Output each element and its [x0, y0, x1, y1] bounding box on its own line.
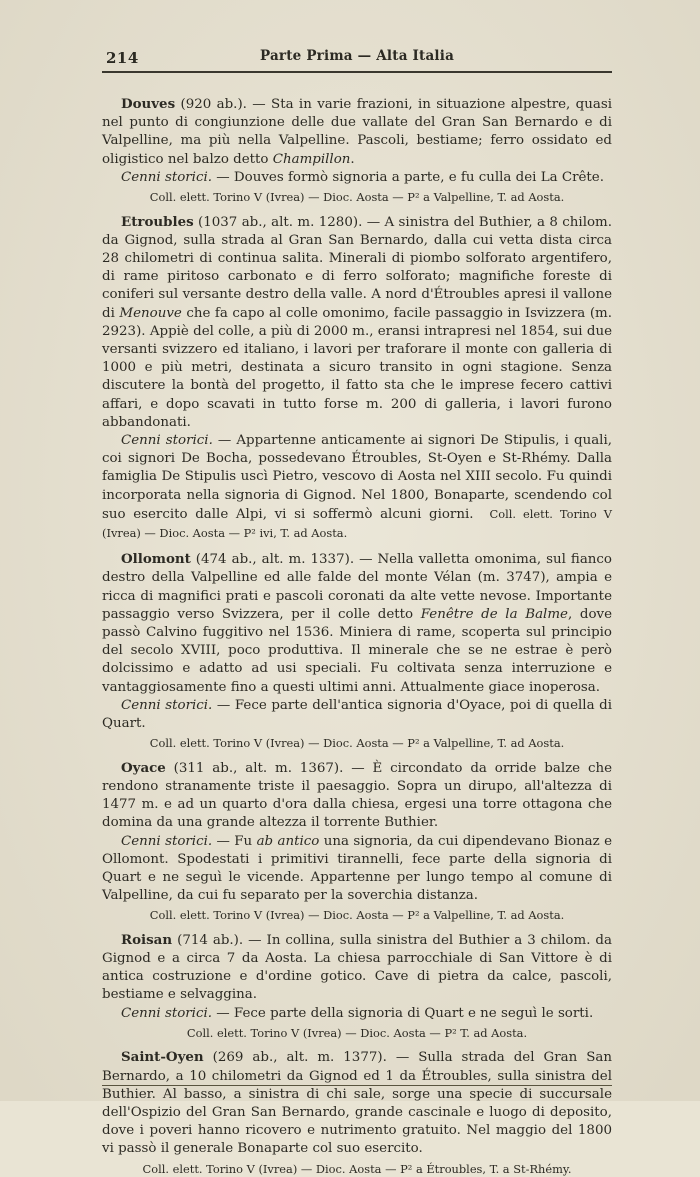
text-segment: Cenni storici. [121, 169, 212, 185]
text-segment: Cenni storici. [121, 1005, 212, 1021]
text-segment: Cenni storici. [121, 432, 213, 448]
text-segment: Champillon [272, 151, 351, 167]
entry-name: Etroubles [121, 213, 194, 230]
entry-roisan [102, 931, 612, 1042]
entry-paragraph [102, 213, 612, 432]
entry-etroubles [102, 213, 612, 544]
entry-paragraph [102, 95, 612, 169]
cenni-storici-paragraph [102, 1005, 612, 1023]
running-title: Parte Prima — Alta Italia [259, 48, 455, 64]
text-segment: Menouve [119, 305, 182, 321]
electoral-info-line [102, 189, 612, 206]
text-segment: Fenêtre de la Balme [420, 606, 568, 622]
text-segment: Cenni storici. [121, 697, 213, 713]
text-segment: Coll. elett. Torino V (Ivrea) — Dioc. Aosta — P² a Valpelline, T. ad Aosta. [149, 736, 565, 751]
entry-name: Oyace [121, 759, 166, 776]
text-segment: ab antico [256, 833, 320, 849]
header-rule [102, 71, 612, 73]
text-segment: Coll. elett. Torino V (Ivrea) — Dioc. Aosta — P² a Étroubles, T. a St-Rhémy. [142, 1161, 572, 1176]
text-segment: — Douves formò signoria a parte, e fu culla dei La Crête. [212, 169, 604, 185]
electoral-info-line [102, 907, 612, 924]
text-segment: una signoria, da cui dipendevano Bionaz e Ollomont. Spodestati i primitivi tirannelli, fece parte della signoria di Quart e ne seguì le vicende. Appartenne per lungo tempo al comune di Valpelline, da cui fu separato per la soverchia distanza. [102, 833, 612, 904]
text-segment: Coll. elett. Torino V (Ivrea) — Dioc. Aosta — P² T. ad Aosta. [186, 1025, 528, 1040]
text-segment: Cenni storici. [121, 833, 213, 849]
entry-name: Roisan [121, 931, 173, 948]
cenni-storici-paragraph [102, 697, 612, 733]
entry-oyace [102, 759, 612, 924]
entry-paragraph [102, 759, 612, 833]
text-segment: (311 ab., alt. m. 1367). — È circondato da orride balze che rendono stranamente triste il paesaggio. Sopra un dirupo, all'altezza di 1477 m. e ad un quarto d'ora dalla chiesa, ergesi una torre ottagona che domina da una grande altezza il torrente Buthier. [102, 760, 612, 831]
entry-ollomont [102, 550, 612, 752]
entry-douves [102, 95, 612, 206]
text-segment: — Fu [212, 833, 257, 849]
cenni-storici-paragraph [102, 432, 612, 543]
electoral-info-line [102, 1161, 612, 1177]
entry-paragraph [102, 550, 612, 697]
text-segment: Coll. elett. Torino V (Ivrea) — Dioc. Aosta — P² a Valpelline, T. ad Aosta. [149, 908, 565, 923]
entry-paragraph [102, 931, 612, 1005]
entry-name: Ollomont [121, 551, 191, 568]
text-segment: — Fece parte della signoria di Quart e ne seguì le sorti. [212, 1005, 594, 1021]
text-segment: . [350, 151, 355, 167]
entry-name: Saint-Oyen [121, 1049, 204, 1066]
page-header [102, 48, 612, 68]
text-segment: — Appartenne anticamente ai signori De Stipulis, i quali, coi signori De Bocha, possedevano Étroubles, St-Oyen e St-Rhémy. Dalla famiglia De Stipulis uscì Pietro, vescovo di Aosta nel XIII secolo. Fu quindi incorporata nella signoria di Gignod. Nel 1800, Bonaparte, scendendo col suo esercito dalle Alpi, vi si soffermò alcuni giorni. [102, 432, 612, 522]
text-segment: (1037 ab., alt. m. 1280). — A sinistra del Buthier, a 8 chilom. da Gignod, sulla strada al Gran San Bernardo, dalla cui vetta dista circa 28 chilometri di continua salita. Minerali di piombo solforato argentifero, di rame piritoso carbonato e di ferro solforato; magnifiche foreste di coniferi sul versante destro della valle. A nord d'Étroubles apresi il vallone di [102, 214, 612, 321]
text-segment: (714 ab.). — In collina, sulla sinistra del Buthier a 3 chilom. da Gignod e a circa 7 da Aosta. La chiesa parrocchiale di San Vittore è di antica costruzione e d'ordine gotico. Cave di pietra da calce, pascoli, bestiame e selvaggina. [102, 932, 612, 1003]
text-segment: , dove passò Calvino fuggitivo nel 1536. Miniera di rame, scoperta sul principio del secolo XVIII, poco produttiva. Il minerale che se ne estrae è però dolcissimo e adatto ad usi speciali. Fu coltivata senza interruzione e vantaggiosamente fino a questi ultimi anni. Attualmente giace inoperosa. [102, 606, 613, 695]
electoral-info-line [102, 1025, 612, 1042]
entry-saint-oyen [102, 1048, 612, 1177]
cenni-storici-paragraph [102, 169, 612, 187]
cenni-storici-paragraph [102, 833, 612, 906]
text-segment: (474 ab., alt. m. 1337). — Nella valletta omonima, sul fianco destro della Valpelline ed alle falde del monte Vélan (m. 3747), ampia e ricca di magnifici prati e pascoli coronati da alte vette nevose. Importante passaggio verso Svizzera, per il colle detto [102, 552, 612, 622]
footer-rule [102, 1085, 612, 1086]
entry-name: Douves [121, 96, 176, 112]
text-segment: Coll. elett. Torino V (Ivrea) — Dioc. Aosta — P² a Valpelline, T. ad Aosta. [149, 190, 565, 205]
text-segment: che fa capo al colle omonimo, facile passaggio in Isvizzera (m. 2923). Appiè del colle, a più di 2000 m., eransi intrapresi nel 1854, sui due versanti svizzero ed italiano, i lavori per traforare il monte con galleria di 1000 e più metri, destinata a sicuro transito in ogni stagione. Senza discutere la bontà del progetto, il fatto sta che le imprese fecero cattivi affari, e dopo scavati in tutto forse m. 200 di galleria, i lavori furono abbandonati. [102, 305, 612, 430]
text-segment: (269 ab., alt. m. 1377). — Sulla strada del Gran San Bernardo, a 10 chilometri da Gignod ed 1 da Étroubles, sulla sinistra del Buthier. Al basso, a sinistra di chi sale, sorge una specie di succursale dell'Ospizio del Gran San Bernardo, grande cascinale e luogo di deposito, dove i poveri hanno ricovero e nutrimento gratuito. Nel maggio del 1800 vi passò il generale Bonaparte col suo esercito. [102, 1050, 612, 1157]
electoral-info-inline: Coll. elett. Torino V (Ivrea) — Dioc. Aosta — P² ivi, T. ad Aosta. [102, 506, 612, 540]
entries-container [102, 95, 612, 1177]
text-segment: (920 ab.). — Sta in varie frazioni, in situazione alpestre, quasi nel punto di congiunzione delle due vallate del Gran San Bernardo e di Valpelline, ma più nella Valpelline. Pascoli, bestiame; ferro ossidato ed oligistico nel balzo detto [102, 97, 612, 167]
entry-paragraph [102, 1048, 612, 1158]
electoral-info-line [102, 735, 612, 752]
text-segment: — Fece parte dell'antica signoria d'Oyace, poi di quella di Quart. [102, 697, 612, 731]
page-number: 214 [106, 49, 139, 67]
